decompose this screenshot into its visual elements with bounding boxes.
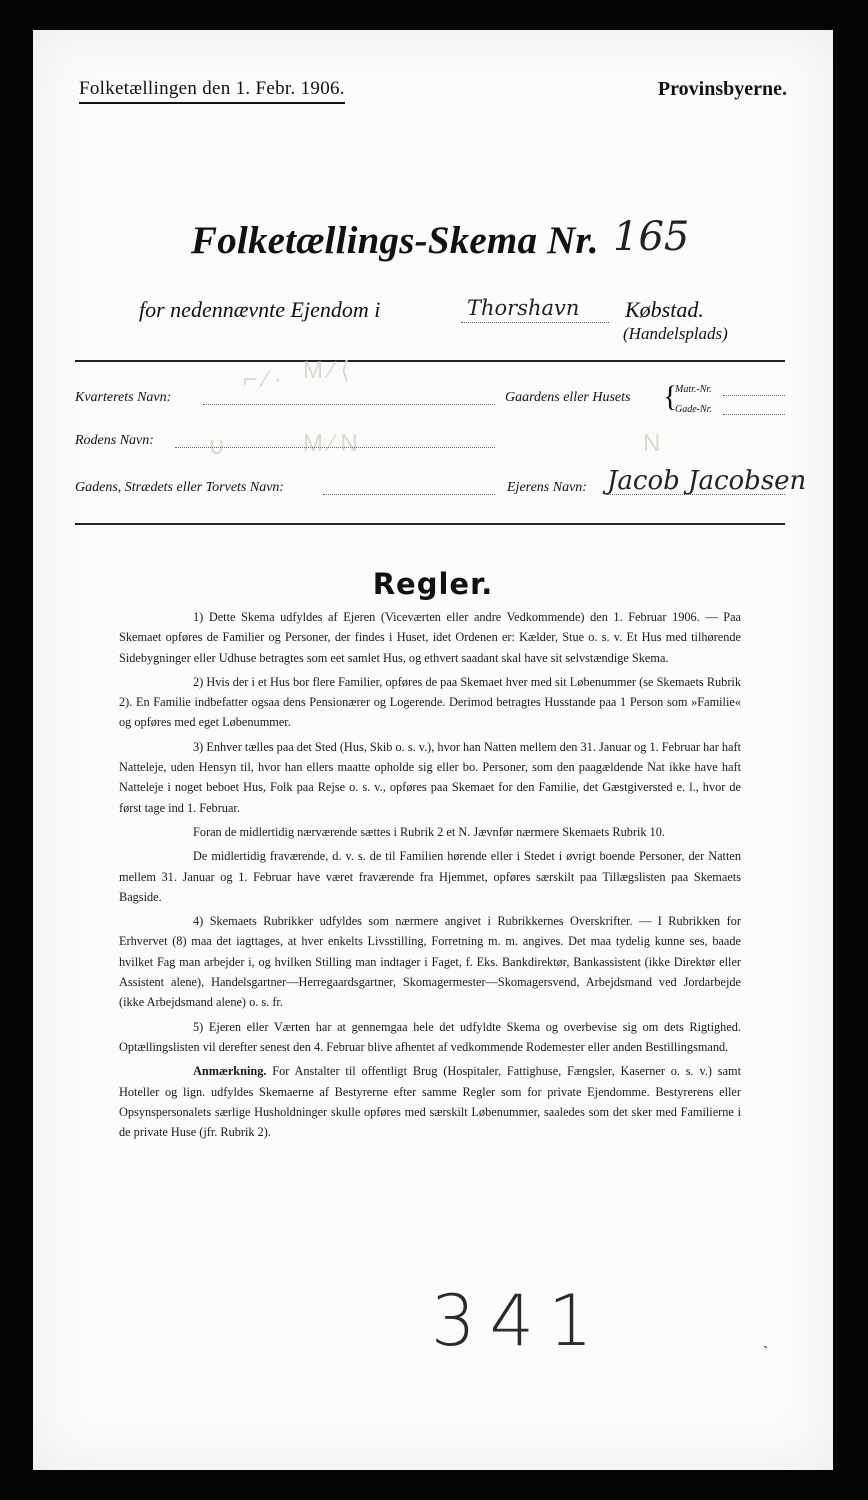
brace-symbol: { (663, 380, 678, 413)
rule-paragraph-3c: De midlertidig fraværende, d. v. s. de til Familien hørende eller i Stedet i øvrigt boende Personer, der Natten mellem 31. Januar og 1. Februar have været fraværende fra Hjemmet, opføres særskilt paa Tillægslisten paa Skemaets Bagside. (119, 849, 741, 904)
matr-label: Matr.-Nr. (675, 384, 712, 395)
annotation-text: For Anstalter til offentligt Brug (Hospitaler, Fattighuse, Fængsler, Kaserner o. s. v.) samt Hoteller og lign. udfyldes Skemaerne af Bestyrerne efter samme Regler som for private Ejendomme. Bestyrerens eller Opsynspersonalets særlige Husholdninger skulle opføres med særskilt Løbenummer, saaledes som det sker med Familierne i de private Huse (jfr. Rubrik 2). (119, 1064, 742, 1140)
matr-field[interactable] (723, 395, 785, 396)
bleed-through-mark: M ∕ ⟨ (303, 357, 350, 384)
subtitle-prefix: for nedennævnte Ejendom i (139, 297, 381, 322)
rule-paragraph-2: 2) Hvis der i et Hus bor flere Familier, opføres de paa Skemaet hver med sit Løbenummer (se Skemaets Rubrik 2). En Familie indbefatter ogsaa dens Pensionærer og Logerende. Derimod betragtes Husstande paa 1 Person som »Familie« og opføres med eget Løbenummer. (119, 674, 741, 730)
town-handwritten: Thorshavn (467, 296, 580, 320)
kvarter-label: Kvarterets Navn: (75, 390, 172, 405)
gade-field[interactable] (323, 494, 495, 495)
owner-name-handwritten: Jacob Jacobsen (607, 466, 807, 496)
gaard-label: Gaardens eller Husets (505, 390, 631, 405)
gade-nr-field[interactable] (723, 414, 785, 415)
subtitle-alt: (Handelsplads) (623, 324, 728, 343)
ejer-label: Ejerens Navn: (507, 480, 587, 495)
bleed-through-mark: M ∕ N (303, 430, 358, 457)
bleed-through-mark: N (643, 430, 661, 457)
form-title: Folketællings-Skema Nr. (191, 219, 599, 262)
bleed-through-mark: ∪ (208, 433, 226, 460)
form-number-handwritten: 165 (613, 214, 690, 260)
bottom-divider (75, 523, 785, 525)
census-form-page (33, 30, 833, 1470)
subtitle-suffix: Købstad. (625, 297, 704, 322)
census-date-header: Folketællingen den 1. Febr. 1906. (79, 78, 345, 104)
bleed-through-mark: ⌐ ∕ ∙ (243, 366, 282, 393)
region-header: Provinsbyerne. (657, 78, 787, 100)
rules-heading: Regler. (372, 567, 494, 601)
pencil-page-number: 341 (431, 1280, 607, 1362)
gade-nr-label: Gade-Nr. (675, 404, 712, 415)
annotation-heading: Anmærkning. (193, 1064, 267, 1079)
rules-body (119, 607, 741, 1146)
gade-label: Gadens, Strædets eller Torvets Navn: (75, 480, 285, 495)
rule-paragraph-3b: Foran de midlertidig nærværende sættes i Rubrik 2 et N. Jævnfør nærmere Skemaets Rubrik 10. (193, 824, 666, 839)
rule-paragraph-1: 1) Dette Skema udfyldes af Ejeren (Viceværten eller andre Vedkommende) den 1. Februar 1906. — Paa Skemaet opføres de Familier og Personer, der findes i Huset, idet Ordenen er: Kælder, Stue o. s. v. Et Hus med tilhørende Sidebygninger eller Udhuse betragtes som eet samlet Hus, og ethvert saadant skal have sit selvstændige Skema. (119, 610, 741, 665)
rule-paragraph-4: 4) Skemaets Rubrikker udfyldes som nærmere angivet i Rubrikkernes Overskrifter. — I Rubrikken for Erhvervet (8) maa det iagttages, at hver enkelts Livsstilling, Forretning m. m. angives. Det maa tydelig kunne ses, baade hvilket Fag man arbejder i, og hvilken Stilling man indtager i Faget, f. Eks. Bankdirektør, Bankassistent (ikke Direktør eller Assistent alene), Handelsgartner—Herregaardsgartner, Skomagermester—Skomagersvend, Arbejdsmand ved Jordarbejde (ikke Arbejdsmand alene) o. s. fr. (119, 914, 741, 1010)
rode-field[interactable] (175, 447, 495, 448)
rule-paragraph-3: 3) Enhver tælles paa det Sted (Hus, Skib o. s. v.), hvor han Natten mellem den 31. Januar og 1. Februar har haft Natteleje, uden Hensyn til, hvor han ellers maatte opholde sig eller bo. Personer, som den paagældende Nat ikke have haft Natteleje i noget beboet Hus, Folk paa Rejse o. s. v., opføres paa Skemaet for den Familie, det Gæstgiversted e. l., hvor de først tage ind 1. Februar. (119, 739, 741, 815)
pencil-mark: ˎ (763, 1330, 769, 1349)
annotation-paragraph (119, 1061, 741, 1142)
kvarter-field[interactable] (203, 404, 495, 405)
top-divider (75, 360, 785, 362)
rode-label: Rodens Navn: (75, 433, 154, 448)
rule-paragraph-5: 5) Ejeren eller Værten har at gennemgaa hele det udfyldte Skema og overbevise sig om dets Rigtighed. Optællingslisten vil derefter senest den 4. Februar blive afhentet af vedkommende Rodemester eller anden Bestillingsmand. (119, 1019, 741, 1054)
town-fill-line (461, 322, 609, 323)
